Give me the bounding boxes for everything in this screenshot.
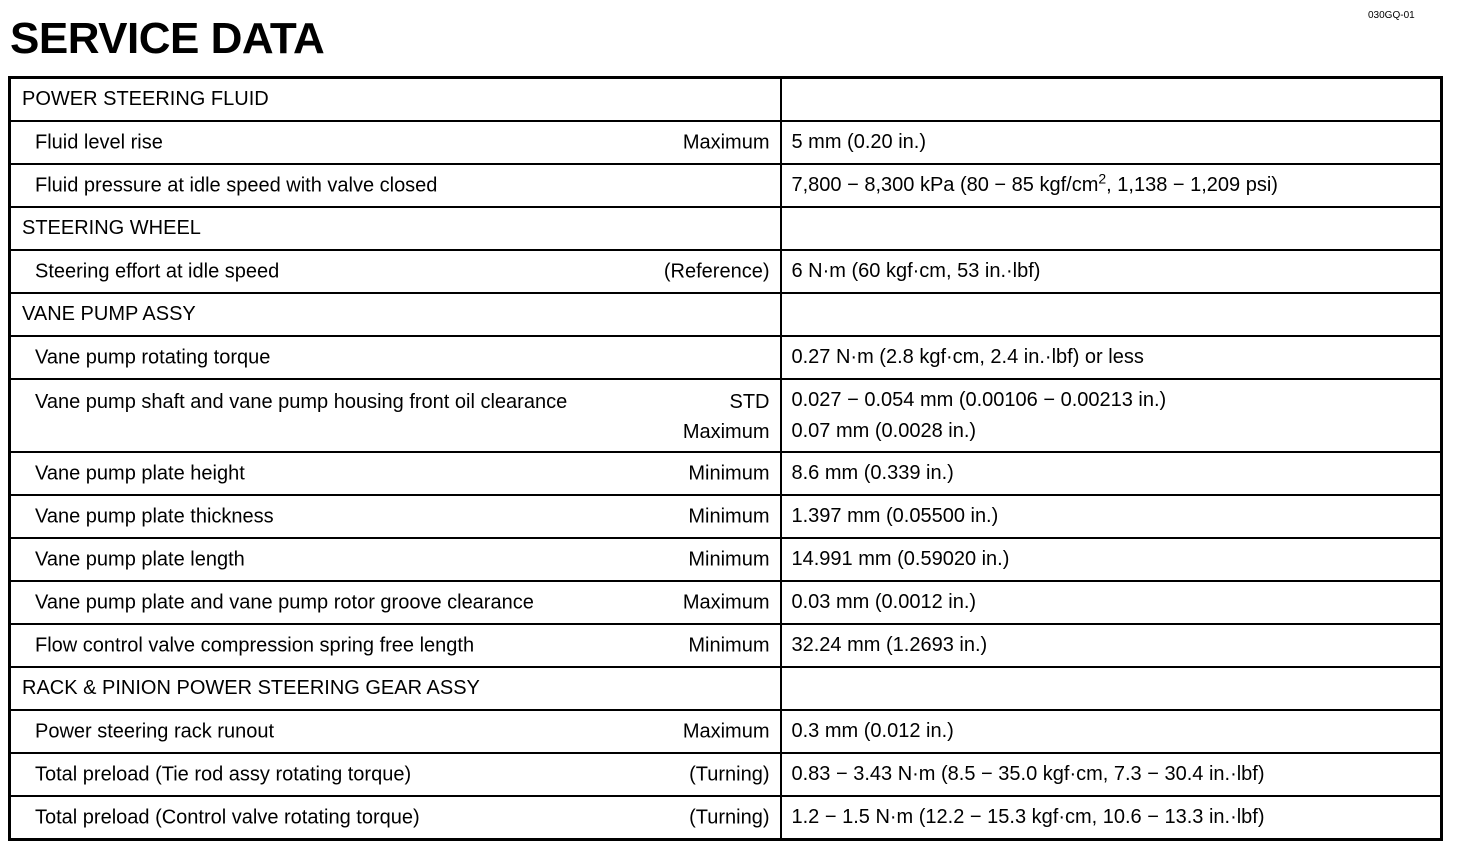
table-row [10,250,1442,293]
item-value [781,164,1442,207]
table-row [10,710,1442,753]
value-text: 7,800 − 8,300 kPa (80 − 85 kgf/cm [791,174,1099,196]
page-title: SERVICE DATA [10,14,325,63]
item-label: Steering effort at idle speed [35,260,280,282]
item-value: 5 mm (0.20 in.) [781,121,1442,164]
document-code: 030GQ-01 [1368,10,1415,21]
item-qualifier: STD [729,391,770,413]
item-value: 0.3 mm (0.012 in.) [781,710,1442,753]
item-qualifier: (Reference) [663,260,770,282]
item-qualifier: Minimum [688,462,770,484]
item-cell [10,164,781,207]
empty-value-cell [781,207,1442,250]
table-row [10,336,1442,379]
item-qualifier: (Turning) [689,763,770,785]
section-heading: VANE PUMP ASSY [10,293,781,336]
item-cell [10,624,781,667]
section-heading: STEERING WHEEL [10,207,781,250]
item-value: 32.24 mm (1.2693 in.) [781,624,1442,667]
item-value: 0.03 mm (0.0012 in.) [781,581,1442,624]
item-label: Fluid level rise [35,131,163,153]
item-qualifier: (Turning) [689,806,770,828]
section-row-steering-wheel [10,207,1442,250]
empty-value-cell [781,78,1442,122]
item-qualifier: Maximum [682,421,770,443]
item-cell [10,538,781,581]
section-row-rack-pinion [10,667,1442,710]
item-cell [10,495,781,538]
superscript: 2 [1098,170,1107,187]
section-row-power-steering-fluid [10,78,1442,122]
item-value: 1.2 − 1.5 N·m (12.2 − 15.3 kgf·cm, 10.6 − 13.3 in.·lbf) [781,796,1442,840]
table-row [10,121,1442,164]
table-row [10,581,1442,624]
item-value: 8.6 mm (0.339 in.) [781,452,1442,495]
table-row [10,495,1442,538]
item-label: Vane pump plate length [35,548,245,570]
table-row [10,164,1442,207]
item-qualifier: Minimum [688,548,770,570]
item-label: Vane pump plate and vane pump rotor groove clearance [35,591,534,613]
item-cell [10,796,781,840]
item-value [781,379,1442,452]
value-line: 0.027 − 0.054 mm (0.00106 − 0.00213 in.) [791,388,1167,411]
item-label: Vane pump plate height [35,462,245,484]
item-label: Total preload (Tie rod assy rotating torque) [35,763,412,785]
item-value: 1.397 mm (0.05500 in.) [781,495,1442,538]
item-label: Vane pump plate thickness [35,505,274,527]
value-line: 0.07 mm (0.0028 in.) [791,419,977,442]
item-qualifier: Maximum [682,591,770,613]
section-row-vane-pump-assy [10,293,1442,336]
item-cell [10,452,781,495]
service-data-table [8,76,1443,841]
table-row [10,452,1442,495]
item-value: 0.83 − 3.43 N·m (8.5 − 35.0 kgf·cm, 7.3 − 30.4 in.·lbf) [781,753,1442,796]
item-cell [10,581,781,624]
item-label: Fluid pressure at idle speed with valve closed [35,174,438,196]
item-label: Flow control valve compression spring free length [35,634,475,656]
empty-value-cell [781,667,1442,710]
item-qualifier: Minimum [688,634,770,656]
section-heading: RACK & PINION POWER STEERING GEAR ASSY [10,667,781,710]
item-qualifier: Minimum [688,505,770,527]
empty-value-cell [781,293,1442,336]
item-cell [10,336,781,379]
item-label: Total preload (Control valve rotating torque) [35,806,420,828]
item-cell [10,121,781,164]
table-row [10,624,1442,667]
item-label: Power steering rack runout [35,720,275,742]
item-cell [10,753,781,796]
item-qualifier: Maximum [682,131,770,153]
value-text: , 1,138 − 1,209 psi) [1106,174,1278,196]
item-cell [10,379,781,452]
item-cell [10,710,781,753]
table-row [10,379,1442,452]
item-qualifier: Maximum [682,720,770,742]
item-label: Vane pump rotating torque [35,346,271,368]
section-heading: POWER STEERING FLUID [10,78,781,122]
table-row [10,753,1442,796]
table-row [10,796,1442,840]
table-row [10,538,1442,581]
item-value: 0.27 N·m (2.8 kgf·cm, 2.4 in.·lbf) or less [781,336,1442,379]
item-value: 6 N·m (60 kgf·cm, 53 in.·lbf) [781,250,1442,293]
item-label: Vane pump shaft and vane pump housing front oil clearance [35,391,568,413]
item-cell [10,250,781,293]
item-value: 14.991 mm (0.59020 in.) [781,538,1442,581]
